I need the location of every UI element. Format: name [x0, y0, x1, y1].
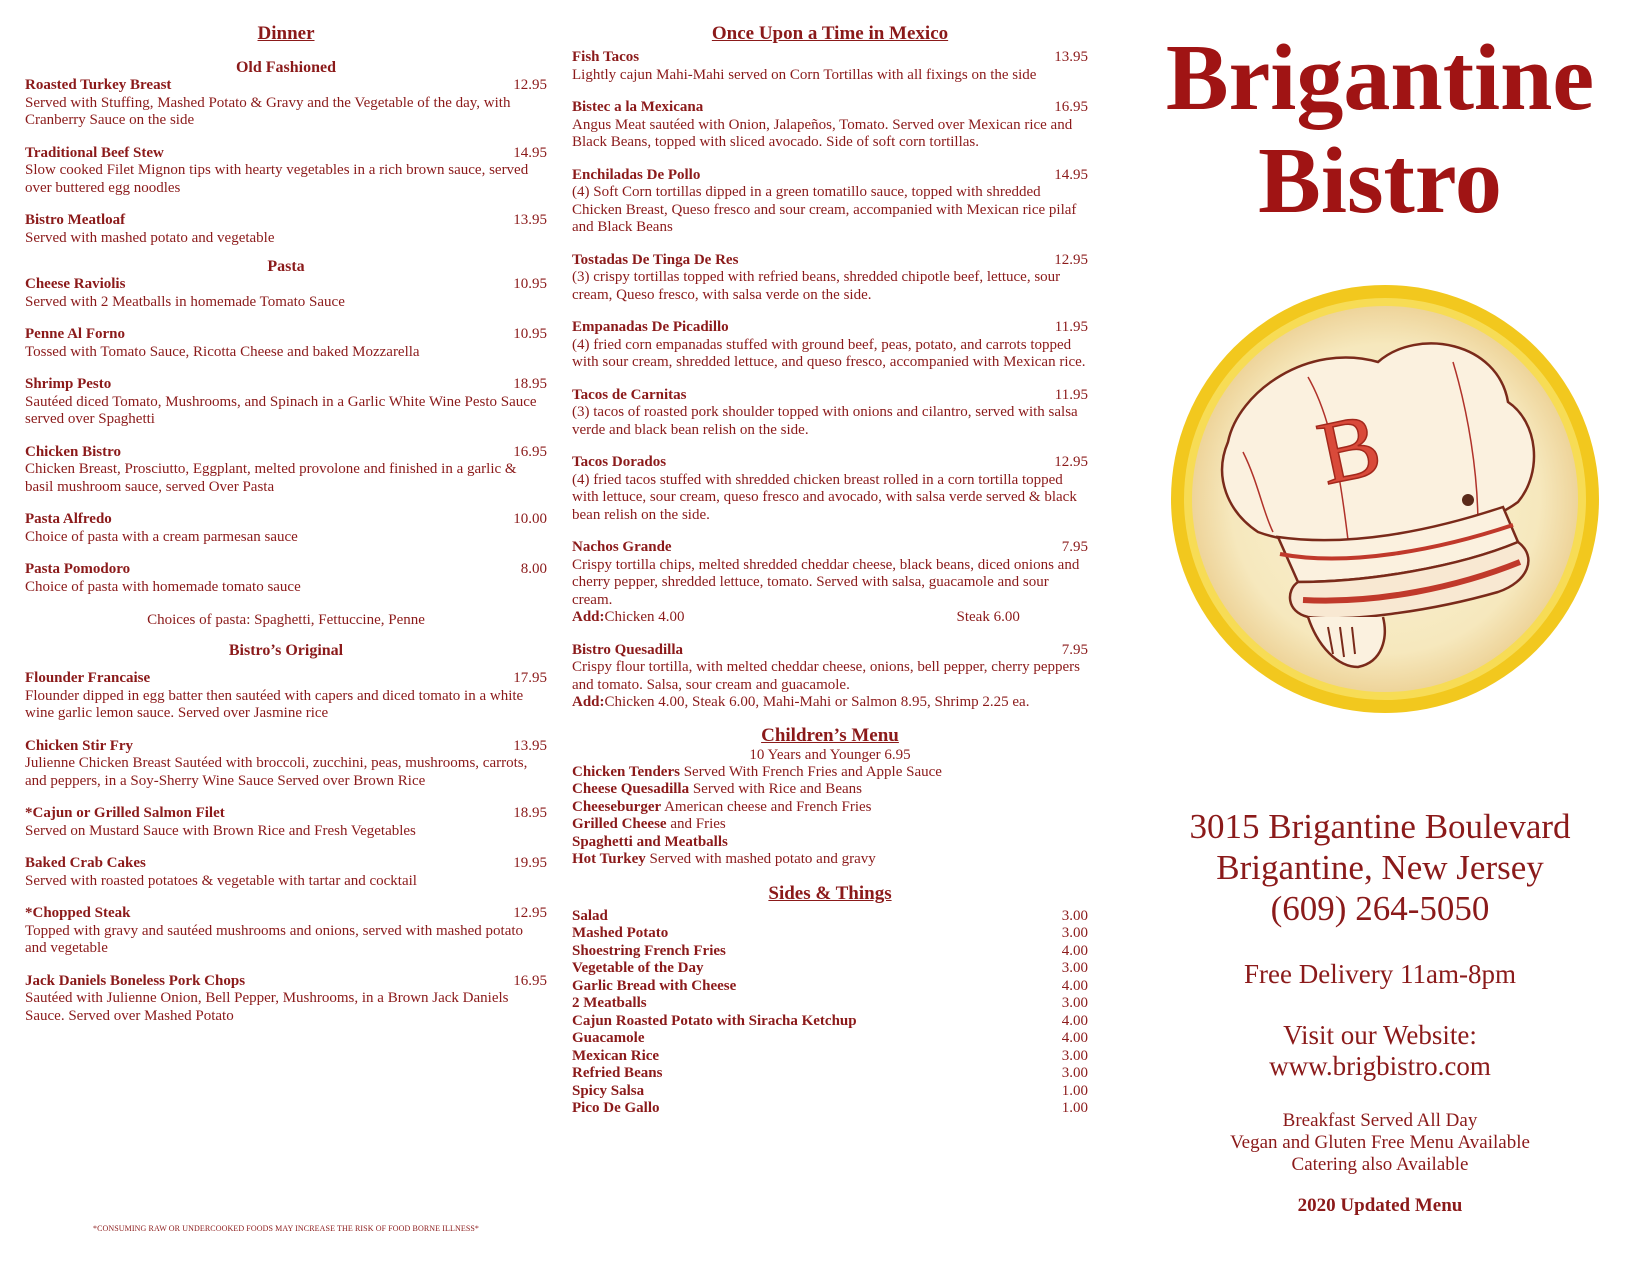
- address-block: [1130, 806, 1630, 1217]
- kids-item-name: Spaghetti and Meatballs: [572, 833, 728, 850]
- menu-item-description: Crispy flour tortilla, with melted cheddar cheese, onions, bell pepper, cherry peppers and tomato. Salsa, sour cream and guacamole.: [572, 659, 1080, 693]
- dinner-column: [25, 0, 547, 1025]
- menu-item: [25, 326, 547, 361]
- menu-item-price: 13.95: [513, 737, 547, 754]
- raw-food-warning: *CONSUMING RAW OR UNDERCOOKED FOODS MAY INCREASE THE RISK OF FOOD BORNE ILLNESS*: [92, 1224, 480, 1233]
- menu-item-name: Baked Crab Cakes: [25, 855, 146, 871]
- menu-item-name: Tacos de Carnitas: [572, 386, 687, 403]
- sides-title: Sides & Things: [768, 882, 892, 904]
- vegan-note: Vegan and Gluten Free Menu Available: [1230, 1132, 1530, 1153]
- menu-item-price: 18.95: [513, 376, 547, 392]
- nachos-add-ons: [572, 609, 1088, 627]
- add-chicken: Chicken 4.00: [604, 609, 685, 625]
- brand-name-line1: Brigantine: [1165, 26, 1595, 130]
- menu-item: [25, 855, 547, 890]
- side-item-price: 3.00: [1061, 1047, 1088, 1064]
- pasta-choices: Choices of pasta: Spaghetti, Fettuccine, Penne: [147, 612, 425, 628]
- menu-item-name: Chicken Bistro: [25, 443, 121, 460]
- kids-item-name: Cheese Quesadilla: [572, 781, 690, 797]
- menu-item: [25, 670, 547, 723]
- kids-menu-item: [572, 764, 1088, 782]
- side-item-name: 2 Meatballs: [572, 995, 647, 1011]
- menu-item-header: [25, 276, 547, 294]
- menu-item: [25, 561, 547, 596]
- kids-item-desc: Served with Rice and Beans: [689, 781, 862, 797]
- menu-item-header: [572, 49, 1088, 67]
- side-item-price: 1.00: [1061, 1082, 1088, 1099]
- menu-item-description: Sautéed diced Tomato, Mushrooms, and Spinach in a Garlic White Wine Pesto Sauce served over Spaghetti: [25, 393, 537, 427]
- menu-item-description: (4) fried corn empanadas stuffed with ground beef, peas, potato, and carrots topped with sour cream, shredded lettuce, and queso fresco, accompanied with Mexican rice.: [572, 336, 1086, 370]
- menu-item-description: (4) fried tacos stuffed with shredded chicken breast rolled in a corn tortilla topped with lettuce, sour cream, queso fresco and avocado, with salsa verde served & black bean relish on the side.: [572, 471, 1077, 523]
- old-fashioned-title: Old Fashioned: [235, 59, 337, 76]
- side-item-name: Shoestring French Fries: [572, 942, 726, 959]
- menu-item-header: [25, 444, 547, 462]
- menu-item-description: Slow cooked Filet Mignon tips with hearty vegetables in a rich brown sauce, served over buttered egg noodles: [25, 162, 529, 196]
- menu-item-name: Pasta Alfredo: [25, 511, 112, 527]
- bistro-original-title: Bistro’s Original: [228, 642, 344, 659]
- menu-item-price: 19.95: [513, 855, 547, 871]
- svg-text:B: B: [1309, 394, 1390, 505]
- side-item: [572, 1013, 1088, 1031]
- side-item-price: 4.00: [1061, 1030, 1088, 1046]
- kids-menu-item: [572, 816, 1088, 834]
- menu-item-name: Pasta Pomodoro: [25, 561, 131, 577]
- kids-item-name: Hot Turkey: [572, 851, 646, 867]
- side-item-price: 3.00: [1061, 907, 1088, 924]
- website-label: Visit our Website:: [1283, 1020, 1477, 1050]
- menu-item-price: 16.95: [513, 443, 547, 460]
- side-item-price: 4.00: [1061, 977, 1088, 994]
- menu-item-header: [572, 539, 1088, 557]
- menu-item-price: 14.95: [513, 144, 547, 161]
- add-options: Chicken 4.00, Steak 6.00, Mahi-Mahi or Salmon 8.95, Shrimp 2.25 ea.: [604, 694, 1030, 710]
- menu-item-header: [25, 905, 547, 923]
- menu-item-name: Empanadas De Picadillo: [572, 319, 729, 335]
- menu-item: [25, 905, 547, 958]
- menu-item-description: Served with roasted potatoes & vegetable with tartar and cocktail: [25, 872, 417, 889]
- side-item-name: Garlic Bread with Cheese: [572, 977, 737, 994]
- menu-item-description: Choice of pasta with homemade tomato sauce: [25, 578, 301, 595]
- menu-item-price: 12.95: [513, 77, 547, 93]
- side-item-name: Pico De Gallo: [572, 1100, 660, 1116]
- quesadilla-add-ons: [572, 694, 1088, 712]
- breakfast-note: Breakfast Served All Day: [1282, 1110, 1478, 1131]
- kids-menu-item: [572, 851, 1088, 869]
- menu-item-price: 17.95: [513, 670, 547, 686]
- menu-item-description: Served with 2 Meatballs in homemade Tomato Sauce: [25, 293, 345, 310]
- delivery-hours: Free Delivery 11am-8pm: [1244, 959, 1516, 989]
- menu-item-name: Jack Daniels Boneless Pork Chops: [25, 972, 246, 989]
- menu-item: [25, 444, 547, 497]
- menu-item: [572, 252, 1088, 305]
- address-street: 3015 Brigantine Boulevard: [1189, 807, 1571, 846]
- side-item-name: Guacamole: [572, 1030, 645, 1046]
- menu-item-description: Topped with gravy and sautéed mushrooms and onions, served with mashed potato and vegetable: [25, 922, 524, 956]
- menu-item-price: 11.95: [1054, 386, 1088, 403]
- menu-item-name: Shrimp Pesto: [25, 376, 112, 392]
- menu-item-price: 10.00: [513, 511, 547, 527]
- side-item: [572, 960, 1088, 978]
- menu-item-description: (4) Soft Corn tortillas dipped in a green tomatillo sauce, topped with shredded Chicken Breast, Queso fresco and sour cream, accompanied with Mexican rice pilaf and Black Beans: [572, 184, 1077, 235]
- address-city: Brigantine, New Jersey: [1216, 848, 1544, 887]
- kids-item-desc: Served with mashed potato and gravy: [645, 851, 876, 867]
- side-item: [572, 908, 1088, 926]
- cover-column: [1130, 0, 1630, 231]
- menu-item-header: [572, 454, 1088, 472]
- website-link[interactable]: www.brigbistro.com: [1269, 1051, 1491, 1081]
- menu-item-header: [25, 561, 547, 579]
- menu-item-price: 16.95: [1054, 99, 1088, 115]
- menu-item-header: [25, 973, 547, 991]
- kids-menu-item: [572, 781, 1088, 799]
- menu-item: [572, 387, 1088, 440]
- menu-item-price: 8.00: [520, 561, 547, 577]
- menu-item-price: 13.95: [1054, 49, 1088, 65]
- menu-item-description: Sautéed with Julienne Onion, Bell Pepper, Mushrooms, in a Brown Jack Daniels Sauce. Served over Mashed Potato: [25, 990, 509, 1024]
- menu-item-name: Cheese Raviolis: [25, 276, 126, 292]
- menu-item-description: (3) crispy tortillas topped with refried beans, shredded chipotle beef, lettuce, sour cream, Queso fresco, with salsa verde on the side.: [572, 269, 1061, 303]
- side-item: [572, 1048, 1088, 1066]
- add-label: Add:: [572, 609, 605, 625]
- menu-item-header: [25, 326, 547, 344]
- menu-item-description: Lightly cajun Mahi-Mahi served on Corn Tortillas with all fixings on the side: [572, 66, 1037, 83]
- side-item: [572, 978, 1088, 996]
- menu-item-name: Chicken Stir Fry: [25, 737, 134, 754]
- chef-hat-logo: [1168, 282, 1602, 716]
- catering-note: Catering also Available: [1291, 1154, 1469, 1175]
- menu-item-name: Bistro Meatloaf: [25, 212, 126, 228]
- side-item: [572, 1030, 1088, 1048]
- menu-item-name: Tacos Dorados: [572, 454, 667, 470]
- menu-item-header: [572, 387, 1088, 405]
- menu-item-price: 12.95: [513, 905, 547, 921]
- menu-item-price: 12.95: [1054, 251, 1088, 268]
- side-item-price: 1.00: [1061, 1100, 1088, 1116]
- menu-item-description: Julienne Chicken Breast Sautéed with broccoli, zucchini, peas, mushrooms, carrots, and peppers, in a Soy-Sherry Wine Sauce Served over Brown Rice: [25, 755, 528, 789]
- add-steak: Steak 6.00: [956, 609, 1020, 625]
- menu-item-price: 18.95: [513, 805, 547, 821]
- menu-item-description: Served with Stuffing, Mashed Potato & Gravy and the Vegetable of the day, with Cranberry Sauce on the side: [25, 94, 511, 128]
- mexico-title: Once Upon a Time in Mexico: [711, 23, 949, 44]
- kids-item-name: Grilled Cheese: [572, 816, 667, 832]
- menu-item-price: 7.95: [1061, 539, 1088, 555]
- menu-item-header: [25, 511, 547, 529]
- kids-item-desc: American cheese and French Fries: [661, 798, 872, 815]
- menu-item-name: Penne Al Forno: [25, 326, 125, 342]
- menu-item-header: [25, 376, 547, 394]
- menu-item-description: Served with mashed potato and vegetable: [25, 229, 275, 246]
- side-item: [572, 1100, 1088, 1118]
- menu-item: [25, 276, 547, 311]
- menu-item-description: Flounder dipped in egg batter then sautéed with capers and diced tomato in a white wine garlic lemon sauce. Served over Jasmine rice: [25, 687, 524, 721]
- menu-item: [572, 642, 1088, 712]
- menu-item-header: [25, 805, 547, 823]
- menu-item: [25, 511, 547, 546]
- menu-item-name: Enchiladas De Pollo: [572, 166, 701, 183]
- menu-item: [25, 805, 547, 840]
- menu-item-price: 10.95: [513, 276, 547, 292]
- menu-item-price: 14.95: [1054, 166, 1088, 183]
- menu-item: [572, 167, 1088, 237]
- menu-item-description: Angus Meat sautéed with Onion, Jalapeños, Tomato. Served over Mexican rice and Black Beans, topped with sliced avocado. Side of soft corn tortillas.: [572, 116, 1073, 150]
- menu-item-description: Tossed with Tomato Sauce, Ricotta Cheese and baked Mozzarella: [25, 343, 420, 360]
- menu-item-header: [572, 252, 1088, 270]
- menu-item-price: 10.95: [513, 326, 547, 342]
- menu-item-description: Chicken Breast, Prosciutto, Eggplant, melted provolone and finished in a garlic & basil mushroom sauce, served Over Pasta: [25, 461, 517, 495]
- menu-item-price: 12.95: [1054, 454, 1088, 470]
- side-item: [572, 995, 1088, 1013]
- menu-item-name: *Chopped Steak: [25, 905, 131, 921]
- menu-item-header: [572, 167, 1088, 185]
- menu-item-header: [572, 99, 1088, 117]
- kids-item-desc: and Fries: [666, 816, 726, 832]
- side-item: [572, 1065, 1088, 1083]
- kids-item-desc: Served With French Fries and Apple Sauce: [679, 763, 942, 780]
- kids-item-name: Chicken Tenders: [572, 763, 680, 780]
- menu-item-description: Served on Mustard Sauce with Brown Rice and Fresh Vegetables: [25, 822, 416, 839]
- kids-item-name: Cheeseburger: [572, 798, 662, 815]
- menu-item: [25, 738, 547, 791]
- menu-item-header: [25, 670, 547, 688]
- menu-item: [25, 145, 547, 198]
- menu-item-header: [25, 77, 547, 95]
- side-item: [572, 943, 1088, 961]
- menu-item: [572, 319, 1088, 372]
- menu-item-price: 7.95: [1061, 641, 1088, 658]
- side-item-name: Salad: [572, 907, 608, 924]
- side-item: [572, 925, 1088, 943]
- children-age-note: 10 Years and Younger 6.95: [749, 746, 911, 763]
- side-item-price: 3.00: [1061, 960, 1088, 976]
- pasta-title: Pasta: [267, 258, 305, 275]
- menu-item-price: 16.95: [513, 972, 547, 989]
- menu-item-description: Choice of pasta with a cream parmesan sauce: [25, 528, 298, 545]
- menu-item-name: Bistec a la Mexicana: [572, 99, 704, 115]
- menu-item: [25, 376, 547, 429]
- menu-item-price: 13.95: [513, 212, 547, 228]
- menu-item: [572, 99, 1088, 152]
- side-item-price: 3.00: [1061, 925, 1088, 941]
- menu-item-description: (3) tacos of roasted pork shoulder topped with onions and cilantro, served with salsa verde and black bean relish on the side.: [572, 404, 1078, 438]
- children-menu-title: Children’s Menu: [761, 724, 899, 746]
- side-item: [572, 1083, 1088, 1101]
- side-item-name: Vegetable of the Day: [572, 960, 704, 976]
- menu-item-name: Bistro Quesadilla: [572, 641, 683, 658]
- menu-item-name: Fish Tacos: [572, 49, 640, 65]
- menu-item: [572, 539, 1088, 627]
- brand-name-line2: Bistro: [1258, 129, 1502, 233]
- side-item-price: 3.00: [1061, 1065, 1088, 1081]
- side-item-price: 4.00: [1061, 1012, 1088, 1029]
- side-item-name: Refried Beans: [572, 1065, 663, 1081]
- menu-item: [25, 212, 547, 247]
- menu-item: [25, 973, 547, 1026]
- side-item-price: 3.00: [1061, 995, 1088, 1011]
- side-item-price: 4.00: [1061, 942, 1088, 959]
- menu-item-name: Tostadas De Tinga De Res: [572, 251, 739, 268]
- menu-item: [25, 77, 547, 130]
- menu-item-header: [25, 145, 547, 163]
- side-item-name: Cajun Roasted Potato with Siracha Ketchup: [572, 1012, 857, 1029]
- menu-item-header: [572, 319, 1088, 337]
- menu-item-name: Roasted Turkey Breast: [25, 77, 172, 93]
- kids-menu-item: [572, 834, 1088, 852]
- menu-item-name: *Cajun or Grilled Salmon Filet: [25, 805, 225, 821]
- menu-item: [572, 49, 1088, 84]
- updated-menu-label: 2020 Updated Menu: [1297, 1195, 1463, 1216]
- menu-item-header: [25, 855, 547, 873]
- menu-item-price: 11.95: [1054, 319, 1088, 335]
- menu-item-name: Flounder Francaise: [25, 670, 151, 686]
- menu-item-description: Crispy tortilla chips, melted shredded cheddar cheese, black beans, diced onions and cherry pepper, shredded lettuce, tomato. Served with salsa, guacamole and sour cream.: [572, 556, 1080, 608]
- side-item-name: Spicy Salsa: [572, 1082, 645, 1099]
- menu-item-header: [572, 642, 1088, 660]
- phone-number: (609) 264-5050: [1270, 889, 1490, 928]
- mexico-column: [572, 0, 1088, 1118]
- chef-hat-icon: [1168, 282, 1602, 716]
- menu-item-header: [25, 212, 547, 230]
- side-item-name: Mashed Potato: [572, 925, 669, 941]
- menu-item-name: Traditional Beef Stew: [25, 144, 164, 161]
- menu-item: [572, 454, 1088, 524]
- side-item-name: Mexican Rice: [572, 1047, 660, 1064]
- kids-menu-item: [572, 799, 1088, 817]
- dinner-title: Dinner: [257, 23, 315, 44]
- menu-item-name: Nachos Grande: [572, 539, 672, 555]
- menu-item-header: [25, 738, 547, 756]
- add-label: Add:: [572, 694, 605, 710]
